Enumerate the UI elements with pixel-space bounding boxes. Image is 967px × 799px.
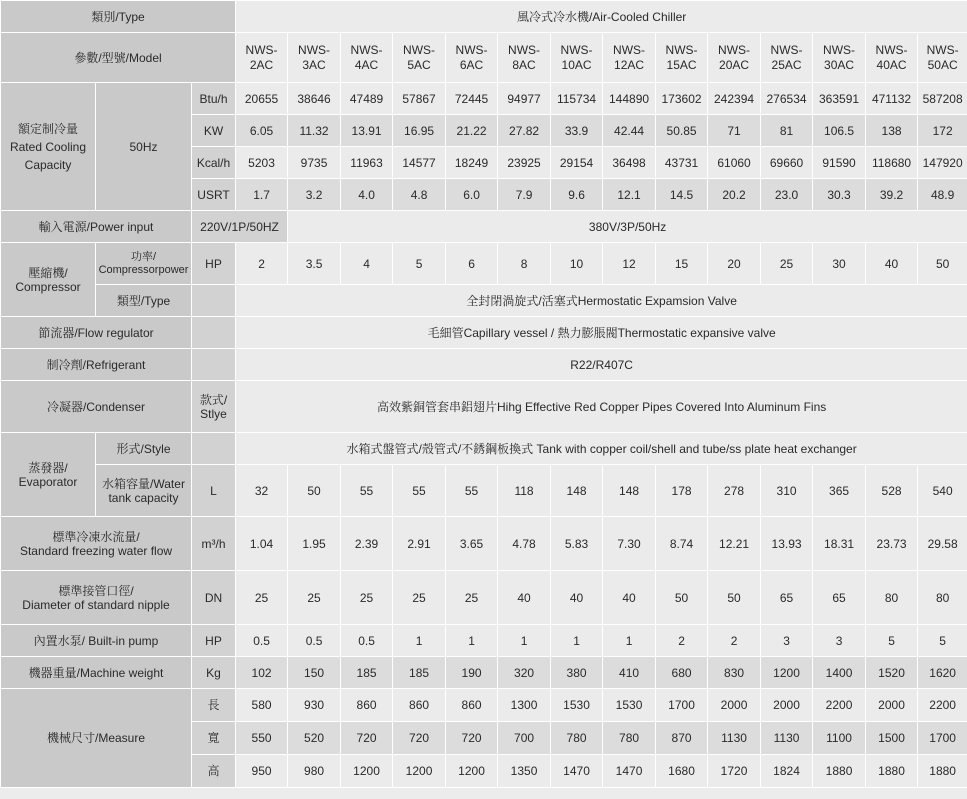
cell-tank: 55 (393, 465, 446, 517)
cell-weight: 190 (446, 657, 498, 689)
cell-pump: 3 (761, 625, 813, 657)
cell-kcal: 69660 (761, 147, 813, 179)
unit-width: 寬 (192, 722, 236, 755)
cell-kw: 27.82 (498, 115, 551, 147)
cell-hp: 5 (393, 243, 446, 285)
row-model (1, 33, 967, 83)
cell-width: 550 (236, 722, 288, 755)
cell-dn: 40 (551, 571, 603, 625)
cell-kcal: 29154 (551, 147, 603, 179)
cell-dn: 25 (341, 571, 393, 625)
cell-weight: 102 (236, 657, 288, 689)
cell-width: 1130 (761, 722, 813, 755)
cell-length: 1300 (498, 689, 551, 722)
unit-kw: KW (192, 115, 236, 147)
model-cell: NWS- 4AC (341, 33, 393, 83)
cell-kw: 138 (866, 115, 918, 147)
cell-kcal: 61060 (708, 147, 761, 179)
cell-dn: 50 (708, 571, 761, 625)
unit-m3h: m³/h (192, 517, 236, 571)
cell-usrt: 6.0 (446, 179, 498, 211)
unit-empty (192, 317, 236, 349)
cell-width: 720 (393, 722, 446, 755)
cell-height: 1720 (708, 755, 761, 788)
value-power-1p: 220V/1P/50HZ (192, 211, 288, 243)
cell-hp: 30 (813, 243, 866, 285)
row-compressor-power (1, 243, 967, 285)
cell-flow: 29.58 (918, 517, 967, 571)
row-std-flow (1, 517, 967, 571)
cell-hp: 12 (603, 243, 656, 285)
cell-hp: 20 (708, 243, 761, 285)
cell-kw: 50.85 (656, 115, 708, 147)
cell-weight: 680 (656, 657, 708, 689)
cell-length: 860 (446, 689, 498, 722)
cell-btu: 587208 (918, 83, 967, 115)
cell-tank: 540 (918, 465, 967, 517)
model-cell: NWS- 10AC (551, 33, 603, 83)
model-cell: NWS- 25AC (761, 33, 813, 83)
cell-width: 720 (341, 722, 393, 755)
label-condenser: 冷凝器/Condenser (1, 381, 192, 433)
cell-pump: 3 (813, 625, 866, 657)
cell-height: 1880 (813, 755, 866, 788)
cell-flow: 12.21 (708, 517, 761, 571)
unit-btu: Btu/h (192, 83, 236, 115)
cell-width: 870 (656, 722, 708, 755)
cell-weight: 1620 (918, 657, 967, 689)
cell-kcal: 11963 (341, 147, 393, 179)
cell-length: 2000 (708, 689, 761, 722)
unit-length: 長 (192, 689, 236, 722)
cell-usrt: 14.5 (656, 179, 708, 211)
unit-kcal: Kcal/h (192, 147, 236, 179)
label-flow-regulator: 節流器/Flow regulator (1, 317, 192, 349)
cell-usrt: 1.7 (236, 179, 288, 211)
cell-pump: 5 (866, 625, 918, 657)
cell-weight: 1200 (761, 657, 813, 689)
cell-flow: 7.30 (603, 517, 656, 571)
cell-flow: 23.73 (866, 517, 918, 571)
cell-hp: 4 (341, 243, 393, 285)
cell-btu: 57867 (393, 83, 446, 115)
cell-length: 2000 (761, 689, 813, 722)
cell-weight: 1520 (866, 657, 918, 689)
cell-kcal: 147920 (918, 147, 967, 179)
model-cell: NWS- 20AC (708, 33, 761, 83)
row-btu (1, 83, 967, 115)
unit-kg: Kg (192, 657, 236, 689)
cell-flow: 5.83 (551, 517, 603, 571)
cell-btu: 242394 (708, 83, 761, 115)
model-cell: NWS- 12AC (603, 33, 656, 83)
unit-usrt: USRT (192, 179, 236, 211)
model-cell: NWS- 3AC (288, 33, 341, 83)
label-frequency: 50Hz (96, 83, 192, 211)
cell-width: 720 (446, 722, 498, 755)
model-cell: NWS- 5AC (393, 33, 446, 83)
cell-width: 1500 (866, 722, 918, 755)
cell-flow: 18.31 (813, 517, 866, 571)
cell-hp: 25 (761, 243, 813, 285)
cell-btu: 94977 (498, 83, 551, 115)
cell-pump: 2 (656, 625, 708, 657)
cell-hp: 3.5 (288, 243, 341, 285)
unit-empty (192, 349, 236, 381)
row-flow-regulator (1, 317, 967, 349)
cell-tank: 278 (708, 465, 761, 517)
cell-usrt: 12.1 (603, 179, 656, 211)
cell-height: 1680 (656, 755, 708, 788)
cell-pump: 1 (603, 625, 656, 657)
unit-empty (192, 285, 236, 317)
cell-kw: 13.91 (341, 115, 393, 147)
unit-height: 高 (192, 755, 236, 788)
cell-pump: 1 (498, 625, 551, 657)
cell-dn: 80 (918, 571, 967, 625)
cell-hp: 2 (236, 243, 288, 285)
cell-dn: 65 (761, 571, 813, 625)
cell-usrt: 30.3 (813, 179, 866, 211)
label-compressor-type: 類型/Type (96, 285, 192, 317)
label-compressor-power: 功率/ Compressorpower (96, 243, 192, 285)
unit-dn: DN (192, 571, 236, 625)
cell-btu: 144890 (603, 83, 656, 115)
cell-height: 980 (288, 755, 341, 788)
label-condenser-style: 款式/ Stlye (192, 381, 236, 433)
cell-width: 780 (551, 722, 603, 755)
unit-l: L (192, 465, 236, 517)
cell-pump: 1 (446, 625, 498, 657)
cell-tank: 55 (446, 465, 498, 517)
model-cell: NWS- 15AC (656, 33, 708, 83)
cell-kcal: 43731 (656, 147, 708, 179)
value-evaporator-style: 水箱式盤管式/殼管式/不銹鋼板換式 Tank with copper coil/shell and tube/ss plate heat exchanger (236, 433, 967, 465)
cell-weight: 150 (288, 657, 341, 689)
cell-kw: 11.32 (288, 115, 341, 147)
unit-pump-hp: HP (192, 625, 236, 657)
cell-tank: 365 (813, 465, 866, 517)
cell-hp: 15 (656, 243, 708, 285)
cell-flow: 4.78 (498, 517, 551, 571)
cell-width: 1100 (813, 722, 866, 755)
label-evaporator-style: 形式/Style (96, 433, 192, 465)
label-measure: 機械尺寸/Measure (1, 689, 192, 788)
cell-tank: 148 (603, 465, 656, 517)
label-power-input: 輸入電源/Power input (1, 211, 192, 243)
cell-pump: 5 (918, 625, 967, 657)
cell-flow: 1.04 (236, 517, 288, 571)
cell-pump: 1 (551, 625, 603, 657)
cell-usrt: 4.0 (341, 179, 393, 211)
cell-usrt: 20.2 (708, 179, 761, 211)
cell-tank: 178 (656, 465, 708, 517)
cell-dn: 25 (288, 571, 341, 625)
label-weight: 機器重量/Machine weight (1, 657, 192, 689)
cell-kw: 81 (761, 115, 813, 147)
cell-height: 1200 (446, 755, 498, 788)
cell-height: 1880 (866, 755, 918, 788)
model-cell: NWS- 8AC (498, 33, 551, 83)
cell-length: 2000 (866, 689, 918, 722)
cell-pump: 0.5 (341, 625, 393, 657)
cell-tank: 55 (341, 465, 393, 517)
cell-height: 950 (236, 755, 288, 788)
cell-hp: 6 (446, 243, 498, 285)
cell-pump: 1 (393, 625, 446, 657)
cell-dn: 25 (393, 571, 446, 625)
cell-length: 1700 (656, 689, 708, 722)
row-power-input (1, 211, 967, 243)
cell-tank: 50 (288, 465, 341, 517)
label-rated-cooling: 額定制冷量 Rated Cooling Capacity (1, 83, 96, 211)
cell-tank: 528 (866, 465, 918, 517)
cell-btu: 72445 (446, 83, 498, 115)
cell-hp: 40 (866, 243, 918, 285)
cell-kcal: 18249 (446, 147, 498, 179)
cell-kw: 106.5 (813, 115, 866, 147)
value-type: 風冷式冷水機/Air-Cooled Chiller (236, 1, 967, 33)
cell-kcal: 23925 (498, 147, 551, 179)
cell-weight: 185 (393, 657, 446, 689)
label-type: 類別/Type (1, 1, 236, 33)
cell-kcal: 14577 (393, 147, 446, 179)
cell-kw: 21.22 (446, 115, 498, 147)
cell-pump: 0.5 (236, 625, 288, 657)
cell-btu: 173602 (656, 83, 708, 115)
cell-kw: 16.95 (393, 115, 446, 147)
value-power-3p: 380V/3P/50Hz (288, 211, 967, 243)
cell-length: 2200 (813, 689, 866, 722)
cell-dn: 40 (603, 571, 656, 625)
cell-kw: 33.9 (551, 115, 603, 147)
unit-empty (192, 433, 236, 465)
cell-kcal: 5203 (236, 147, 288, 179)
label-evaporator: 蒸發器/ Evaporator (1, 433, 96, 517)
value-compressor-type: 全封閉渦旋式/活塞式Hermostatic Expamsion Valve (236, 285, 967, 317)
cell-kcal: 91590 (813, 147, 866, 179)
row-refrigerant (1, 349, 967, 381)
cell-height: 1824 (761, 755, 813, 788)
cell-pump: 2 (708, 625, 761, 657)
cell-width: 780 (603, 722, 656, 755)
cell-width: 700 (498, 722, 551, 755)
cell-dn: 25 (446, 571, 498, 625)
label-nipple: 標準接管口徑/ Diameter of standard nipple (1, 571, 192, 625)
model-cell: NWS- 50AC (918, 33, 967, 83)
cell-height: 1880 (918, 755, 967, 788)
cell-pump: 0.5 (288, 625, 341, 657)
label-refrigerant: 制冷劑/Refrigerant (1, 349, 192, 381)
row-condenser (1, 381, 967, 433)
cell-kw: 71 (708, 115, 761, 147)
cell-btu: 276534 (761, 83, 813, 115)
cell-dn: 65 (813, 571, 866, 625)
row-type (1, 1, 967, 33)
cell-length: 2200 (918, 689, 967, 722)
cell-btu: 47489 (341, 83, 393, 115)
cell-length: 860 (393, 689, 446, 722)
cell-dn: 40 (498, 571, 551, 625)
cell-tank: 310 (761, 465, 813, 517)
model-cell: NWS- 2AC (236, 33, 288, 83)
cell-usrt: 7.9 (498, 179, 551, 211)
cell-length: 860 (341, 689, 393, 722)
cell-weight: 320 (498, 657, 551, 689)
cell-flow: 2.91 (393, 517, 446, 571)
cell-height: 1470 (603, 755, 656, 788)
cell-kcal: 36498 (603, 147, 656, 179)
cell-weight: 830 (708, 657, 761, 689)
cell-tank: 148 (551, 465, 603, 517)
cell-hp: 8 (498, 243, 551, 285)
cell-hp: 50 (918, 243, 967, 285)
cell-tank: 32 (236, 465, 288, 517)
cell-dn: 80 (866, 571, 918, 625)
cell-kw: 6.05 (236, 115, 288, 147)
cell-width: 1700 (918, 722, 967, 755)
cell-length: 930 (288, 689, 341, 722)
model-cell: NWS- 40AC (866, 33, 918, 83)
cell-flow: 2.39 (341, 517, 393, 571)
cell-usrt: 39.2 (866, 179, 918, 211)
row-compressor-type (1, 285, 967, 317)
cell-dn: 25 (236, 571, 288, 625)
cell-kw: 172 (918, 115, 967, 147)
cell-usrt: 23.0 (761, 179, 813, 211)
value-refrigerant: R22/R407C (236, 349, 967, 381)
cell-flow: 3.65 (446, 517, 498, 571)
row-length (1, 689, 967, 722)
cell-usrt: 9.6 (551, 179, 603, 211)
cell-length: 1530 (603, 689, 656, 722)
cell-flow: 1.95 (288, 517, 341, 571)
cell-flow: 13.93 (761, 517, 813, 571)
row-evaporator-style (1, 433, 967, 465)
cell-length: 580 (236, 689, 288, 722)
row-pump (1, 625, 967, 657)
label-pump: 內置水泵/ Built-in pump (1, 625, 192, 657)
cell-height: 1200 (341, 755, 393, 788)
cell-width: 1130 (708, 722, 761, 755)
cell-hp: 10 (551, 243, 603, 285)
cell-usrt: 3.2 (288, 179, 341, 211)
cell-weight: 1400 (813, 657, 866, 689)
label-model: 參數/型號/Model (1, 33, 236, 83)
unit-hp: HP (192, 243, 236, 285)
row-tank-capacity (1, 465, 967, 517)
row-weight (1, 657, 967, 689)
cell-tank: 118 (498, 465, 551, 517)
cell-weight: 410 (603, 657, 656, 689)
cell-kw: 42.44 (603, 115, 656, 147)
cell-flow: 8.74 (656, 517, 708, 571)
value-flow-regulator: 毛細管Capillary vessel / 熱力膨脹閥Thermostatic expansive valve (236, 317, 967, 349)
cell-usrt: 48.9 (918, 179, 967, 211)
cell-dn: 50 (656, 571, 708, 625)
model-cell: NWS- 30AC (813, 33, 866, 83)
label-std-flow: 標準冷凍水流量/ Standard freezing water flow (1, 517, 192, 571)
cell-btu: 363591 (813, 83, 866, 115)
label-tank-capacity: 水箱容量/Water tank capacity (96, 465, 192, 517)
cell-btu: 115734 (551, 83, 603, 115)
cell-width: 520 (288, 722, 341, 755)
cell-length: 1530 (551, 689, 603, 722)
label-compressor: 壓縮機/ Compressor (1, 243, 96, 317)
cell-btu: 38646 (288, 83, 341, 115)
cell-height: 1200 (393, 755, 446, 788)
cell-height: 1350 (498, 755, 551, 788)
cell-kcal: 118680 (866, 147, 918, 179)
cell-weight: 185 (341, 657, 393, 689)
row-nipple (1, 571, 967, 625)
cell-height: 1470 (551, 755, 603, 788)
cell-usrt: 4.8 (393, 179, 446, 211)
model-cell: NWS- 6AC (446, 33, 498, 83)
value-condenser: 高效紫銅管套串鋁翅片Hihg Effective Red Copper Pipes Covered Into Aluminum Fins (236, 381, 967, 433)
cell-weight: 380 (551, 657, 603, 689)
cell-btu: 471132 (866, 83, 918, 115)
cell-btu: 20655 (236, 83, 288, 115)
cell-kcal: 9735 (288, 147, 341, 179)
